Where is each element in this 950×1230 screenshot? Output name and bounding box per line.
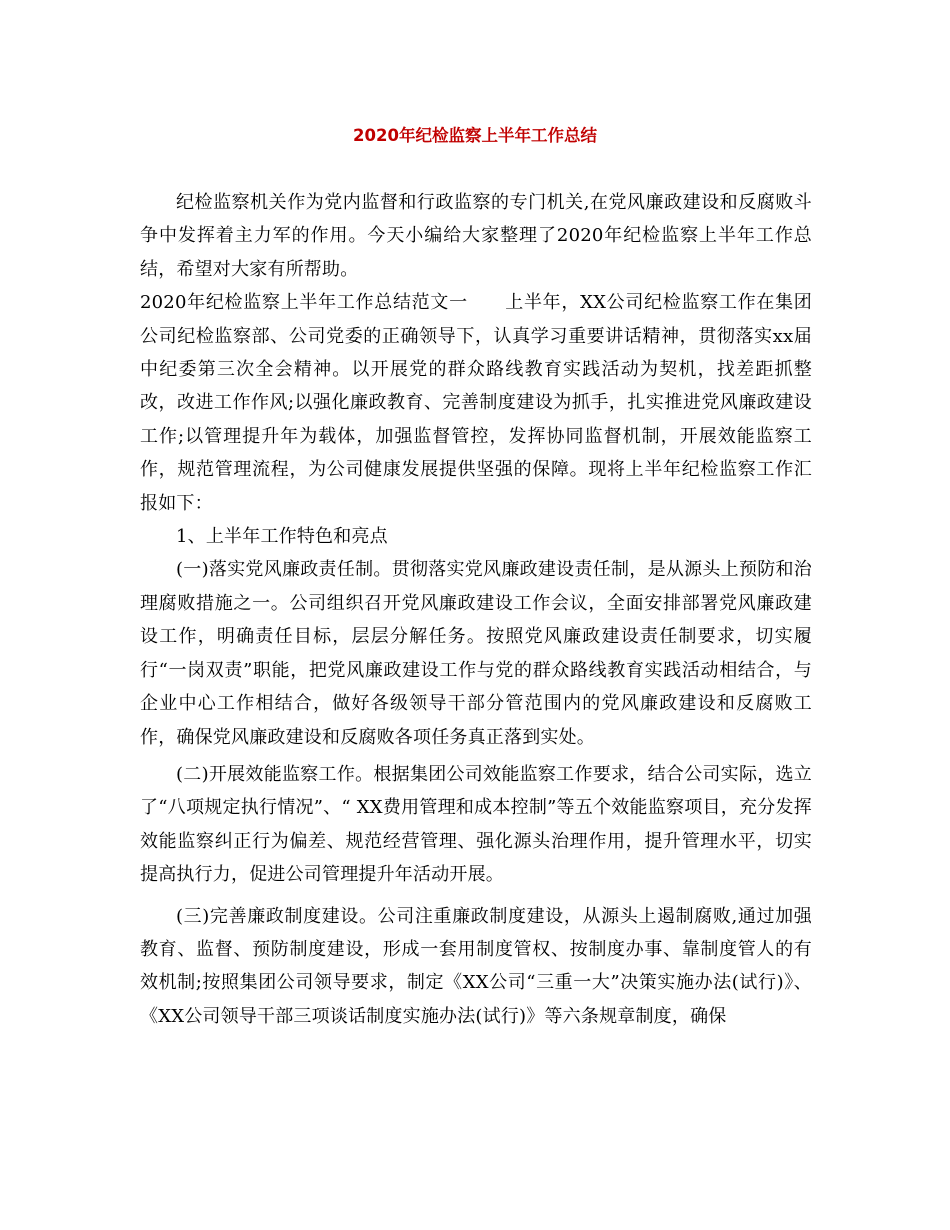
section-heading: 1、上半年工作特色和亮点 <box>176 526 388 548</box>
paragraph-intro: 纪检监察机关作为党内监督和行政监察的专门机关,在党风廉政建设和反腐败斗争中发挥着主力军的作用。今天小编给大家整理了2020年纪检监察上半年工作总结，希望对大家有所帮助。 <box>140 192 812 280</box>
paragraph-item-2: (二)开展效能监察工作。根据集团公司效能监察工作要求，结合公司实际，选立了“八项规定执行情况”、“ XX费用管理和成本控制”等五个效能监察项目，充分发挥效能监察纠正行为偏差、规范经营管理、强化源头治理作用，提升管理水平，切实提高执行力，促进公司管理提升年活动开展。 <box>140 763 812 886</box>
paragraph-item-3: (三)完善廉政制度建设。公司注重廉政制度建设，从源头上遏制腐败,通过加强教育、监督、预防制度建设，形成一套用制度管权、按制度办事、靠制度管人的有效机制;按照集团公司领导要求，制定《XX公司“三重一大”决策实施办法(试行)》、《XX公司领导干部三项谈话制度实施办法(试行)》等六条规章制度，确保 <box>140 905 812 1027</box>
document-body <box>140 186 812 1033</box>
paragraph-summary: 2020年纪检监察上半年工作总结范文一 上半年，XX公司纪检监察工作在集团公司纪检监察部、公司党委的正确领导下，认真学习重要讲话精神，贯彻落实xx届中纪委第三次全会精神。以开展党的群众路线教育实践活动为契机，找差距抓整改，改进工作作风;以强化廉政教育、完善制度建设为抓手，扎实推进党风廉政建设工作;以管理提升年为载体，加强监督管控，发挥协同监督机制，开展效能监察工作，规范管理流程，为公司健康发展提供坚强的保障。现将上半年纪检监察工作汇报如下： <box>140 292 812 514</box>
document-title: 2020年纪检监察上半年工作总结 <box>353 126 597 145</box>
paragraph-item-1: (一)落实党风廉政责任制。贯彻落实党风廉政建设责任制，是从源头上预防和治理腐败措施之一。公司组织召开党风廉政建设工作会议，全面安排部署党风廉政建设工作，明确责任目标，层层分解任务。按照党风廉政建设责任制要求，切实履行“一岗双责”职能，把党风廉政建设工作与党的群众路线教育实践活动相结合，与企业中心工作相结合，做好各级领导干部分管范围内的党风廉政建设和反腐败工作，确保党风廉政建设和反腐败各项任务真正落到实处。 <box>140 559 812 748</box>
